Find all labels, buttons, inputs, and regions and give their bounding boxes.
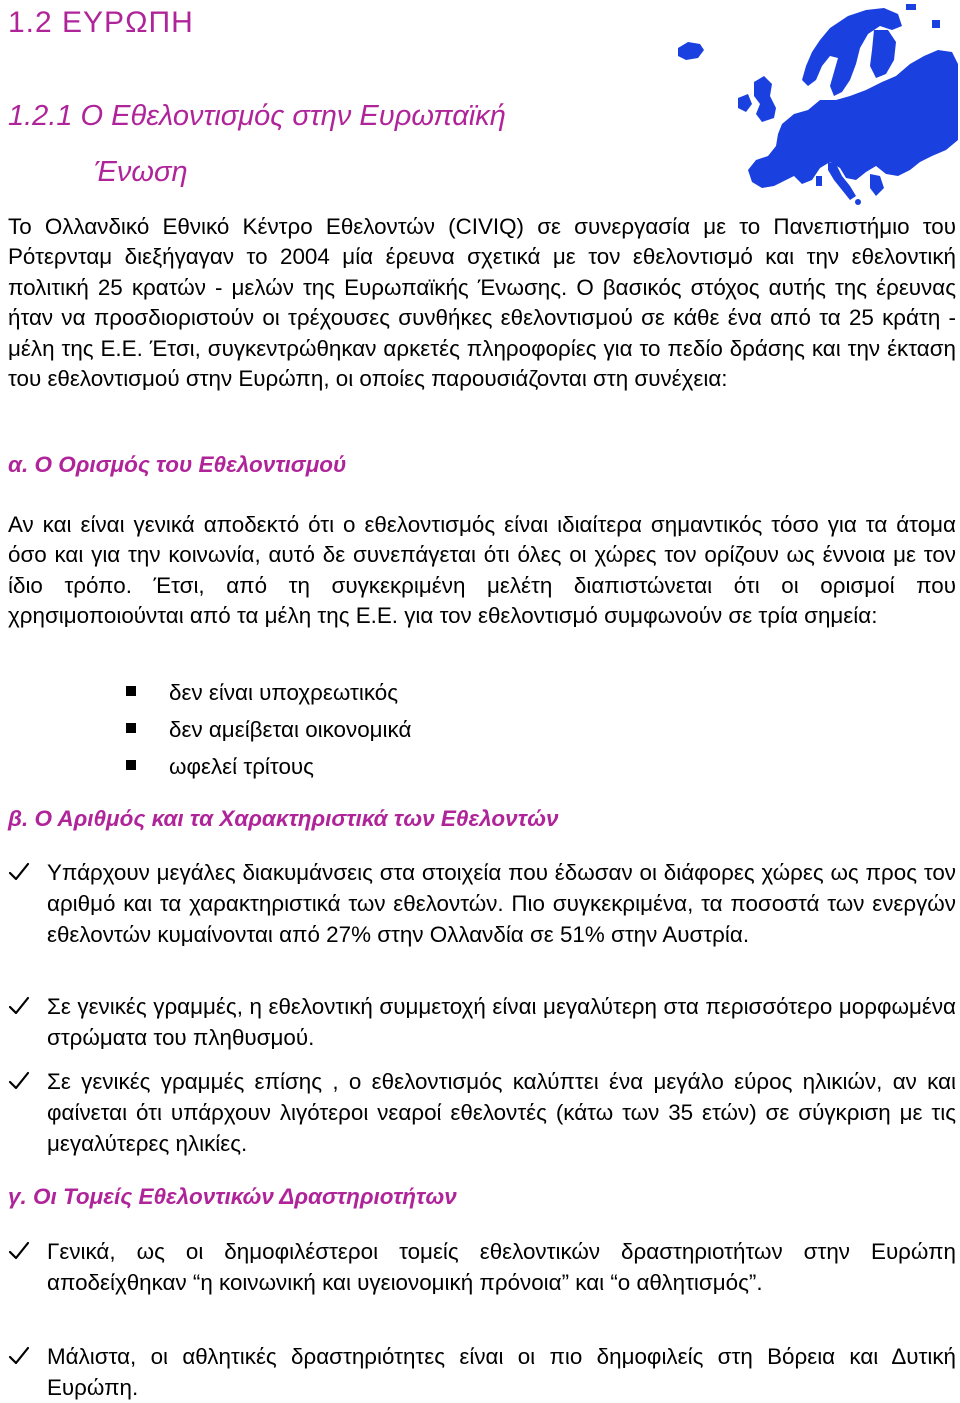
list-item [8, 1236, 956, 1298]
intro-paragraph: Το Ολλανδικό Εθνικό Κέντρο Εθελοντών (CIVIQ) σε συνεργασία με το Πανεπιστήμιο του Ρότερνταμ διεξήγαγαν το 2004 μία έρευνα σχετικά με τον εθελοντισμό και την εθελοντική πολιτική 25 κρατών - μελών της Ευρωπαϊκής Ένωσης. Ο βασικός στόχος αυτής της έρευνας ήταν να προσδιοριστούν οι τρέχουσες συνθήκες εθελοντισμού σε κάθε ένα από τα 25 κράτη - μέλη της Ε.Ε. Έτσι, συγκεντρώθηκαν αρκετές πληροφορίες για το πεδίο δράσης και την έκταση του εθελοντισμού στην Ευρώπη, οι οποίες παρουσιάζονται στη συνέχεια: [8, 214, 956, 392]
definition-points-list [126, 674, 411, 785]
list-item-text: Μάλιστα, οι αθλητικές δραστηριότητες είναι οι πιο δημοφιλείς στη Βόρεια και Δυτική Ευρώπη. [47, 1344, 956, 1400]
list-item [8, 1066, 956, 1159]
list-item [8, 1341, 956, 1403]
checkmark-icon [8, 995, 30, 1017]
square-bullet-icon [126, 760, 136, 770]
list-item-text: Σε γενικές γραμμές, η εθελοντική συμμετοχή είναι μεγαλύτερη στα περισσότερο μορφωμένα στρώματα του πληθυσμού. [47, 994, 956, 1050]
checkmark-icon [8, 1345, 30, 1367]
europe-map-image [670, 0, 960, 205]
list-item [8, 857, 956, 950]
checkmark-icon [8, 1070, 30, 1092]
section-b-heading: β. Ο Αριθμός και τα Χαρακτηριστικά των Εθελοντών [8, 806, 559, 831]
list-item-text: ωφελεί τρίτους [169, 754, 314, 779]
section-a-heading: α. Ο Ορισμός του Εθελοντισμού [8, 452, 347, 477]
section-c-heading: γ. Οι Τομείς Εθελοντικών Δραστηριοτήτων [8, 1184, 457, 1209]
subsection-heading-line1: 1.2.1 Ο Εθελοντισμός στην Ευρωπαϊκή [8, 100, 506, 132]
list-item-text: Υπάρχουν μεγάλες διακυμάνσεις στα στοιχεία που έδωσαν οι διάφορες χώρες ως προς τον αριθμό και τα χαρακτηριστικά των εθελοντών. Πιο συγκεκριμένα, τα ποσοστά των ενεργών εθελοντών κυμαίνονται από 27% στην Ολλανδία σε 51% στην Αυστρία. [47, 860, 956, 947]
subsection-heading-line2: Ένωση [94, 156, 188, 188]
square-bullet-icon [126, 686, 136, 696]
section-heading: 1.2 ΕΥΡΩΠΗ [8, 6, 194, 39]
list-item [126, 674, 411, 711]
list-item-text: δεν αμείβεται οικονομικά [169, 717, 412, 742]
section-a-paragraph: Αν και είναι γενικά αποδεκτό ότι ο εθελοντισμός είναι ιδιαίτερα σημαντικός τόσο για τα άτομα όσο και για την κοινωνία, αυτό δε συνεπάγεται ότι όλες οι χώρες τον ορίζουν ως έννοια με τον ίδιο τρόπο. Έτσι, από τη συγκεκριμένη μελέτη διαπιστώνεται ότι οι ορισμοί που χρησιμοποιούνται από τα μέλη της Ε.Ε. για τον εθελοντισμό συμφωνούν σε τρία σημεία: [8, 512, 956, 629]
list-item-text: Σε γενικές γραμμές επίσης , ο εθελοντισμός καλύπτει ένα μεγάλο εύρος ηλικιών, αν και φαίνεται ότι υπάρχουν λιγότεροι νεαροί εθελοντές (κάτω των 35 ετών) σε σύγκριση με τις μεγαλύτερες ηλικίες. [47, 1069, 956, 1156]
list-item-text: Γενικά, ως οι δημοφιλέστεροι τομείς εθελοντικών δραστηριοτήτων στην Ευρώπη αποδείχθηκαν “η κοινωνική και υγειονομική πρόνοια” και “ο αθλητισμός”. [47, 1239, 956, 1295]
list-item [8, 991, 956, 1053]
list-item-text: δεν είναι υποχρεωτικός [169, 680, 399, 705]
square-bullet-icon [126, 723, 136, 733]
checkmark-icon [8, 1240, 30, 1262]
checkmark-icon [8, 861, 30, 883]
list-item [126, 711, 411, 748]
list-item [126, 748, 411, 785]
subsection-heading [8, 88, 608, 200]
